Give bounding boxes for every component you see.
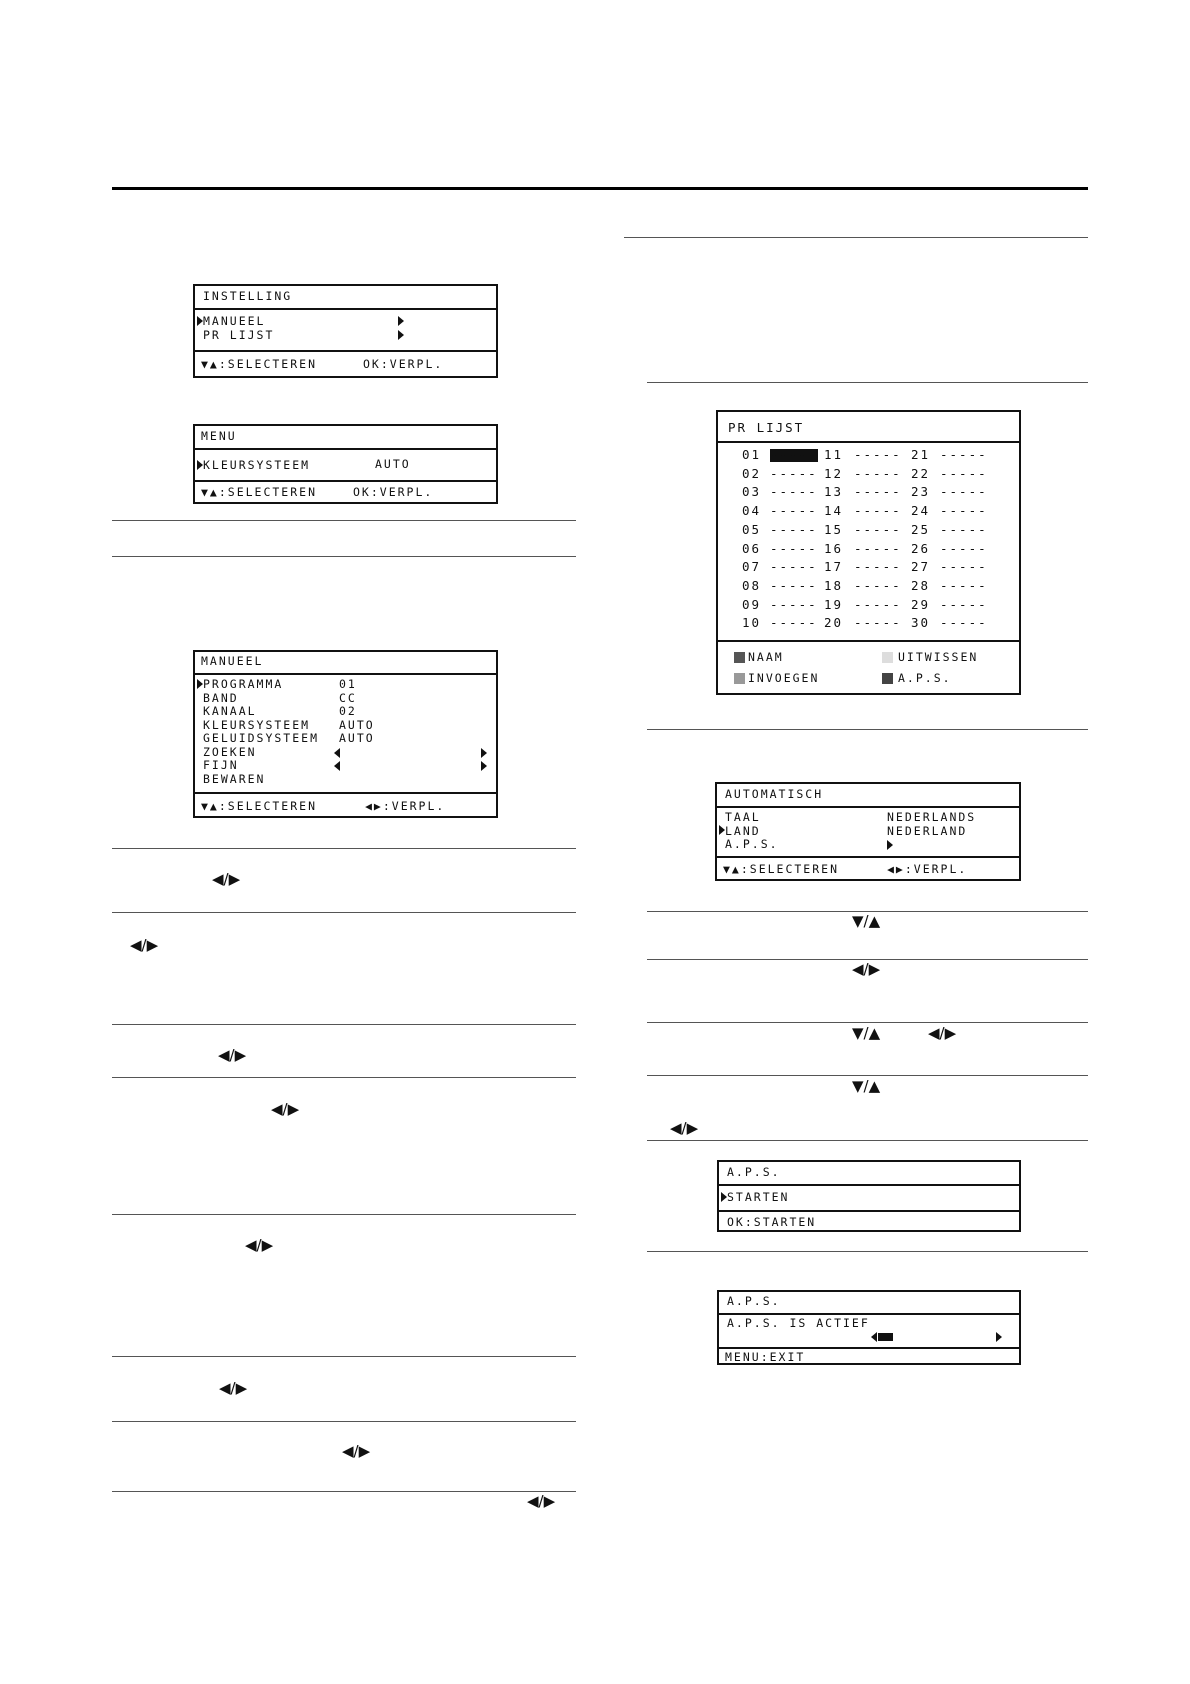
program-number[interactable]: 13 (824, 484, 844, 500)
program-name-slot[interactable]: ----- (940, 577, 988, 593)
program-number[interactable]: 03 (742, 484, 762, 500)
rule (112, 1356, 576, 1357)
left-right-arrows-icon: ◀/▶ (219, 1379, 248, 1397)
rule (112, 912, 576, 913)
manueel-row-bewaren[interactable]: BEWAREN (203, 771, 266, 786)
program-number[interactable]: 08 (742, 577, 762, 593)
automatisch-row-taal[interactable]: TAAL NEDERLANDS (725, 810, 977, 824)
legend-invoegen: INVOEGEN (748, 671, 820, 685)
left-right-arrows-icon: ◀/▶ (852, 960, 881, 978)
naam-color-key (734, 652, 745, 663)
down-up-arrows-icon: ▼/▲ (852, 1024, 881, 1042)
automatisch-row-aps[interactable]: A.P.S. (725, 839, 1015, 853)
rule (647, 1140, 1088, 1141)
program-number[interactable]: 16 (824, 540, 844, 556)
program-name-slot[interactable]: ----- (854, 503, 902, 519)
rule (647, 729, 1088, 730)
program-number[interactable]: 25 (911, 521, 931, 537)
legend-naam: NAAM (748, 650, 784, 664)
rule (647, 1075, 1088, 1076)
menu-title: A.P.S. (727, 1294, 781, 1308)
manueel-row-kanaal[interactable]: KANAAL 02 (203, 704, 357, 718)
footer-exit: MENU:EXIT (725, 1350, 806, 1364)
menu-item-manueel[interactable]: MANUEEL (203, 314, 266, 328)
legend-uitwissen: UITWISSEN (898, 650, 979, 664)
manueel-row-fijn[interactable]: FIJN (203, 760, 493, 774)
top-rule (112, 187, 1088, 190)
footer-ok: OK:STARTEN (727, 1215, 817, 1229)
program-number[interactable]: 14 (824, 503, 844, 519)
program-number[interactable]: 09 (742, 596, 762, 612)
menu-title: INSTELLING (203, 289, 293, 303)
left-right-arrows-icon: ◀/▶ (212, 870, 241, 888)
rule (112, 1214, 576, 1215)
program-name-slot[interactable]: ----- (940, 615, 988, 631)
program-number[interactable]: 20 (824, 615, 844, 631)
kleursysteem-value: AUTO (375, 457, 411, 471)
menu-title: AUTOMATISCH (725, 787, 824, 801)
program-number[interactable]: 06 (742, 540, 762, 556)
pr-lijst-menu (716, 410, 1021, 695)
program-name-slot[interactable]: ----- (770, 503, 818, 519)
left-right-arrows-icon: ◀/▶ (342, 1442, 371, 1460)
program-name-slot[interactable]: ----- (854, 521, 902, 537)
arrow-left-icon[interactable] (334, 761, 340, 771)
program-number[interactable]: 27 (911, 559, 931, 575)
arrow-left-icon (871, 1332, 877, 1342)
menu-title: MANUEEL (201, 654, 264, 668)
program-name-slot[interactable]: ----- (854, 540, 902, 556)
program-name-slot[interactable]: ----- (940, 521, 988, 537)
uitwissen-color-key (882, 652, 893, 663)
program-name-slot[interactable]: ----- (770, 596, 818, 612)
aps-color-key (882, 673, 893, 684)
arrow-right-icon[interactable] (398, 330, 404, 340)
manueel-row-band[interactable]: BAND CC (203, 690, 357, 705)
rule (624, 237, 1088, 238)
program-name-slot[interactable]: ----- (940, 447, 988, 462)
program-name-slot[interactable]: ----- (854, 577, 902, 593)
program-name-slot[interactable]: ----- (770, 521, 818, 537)
program-number[interactable]: 04 (742, 503, 762, 519)
menu-title: MENU (201, 429, 237, 443)
program-name-slot[interactable]: ----- (940, 596, 988, 612)
program-number[interactable]: 01 (742, 447, 762, 462)
program-number[interactable]: 07 (742, 559, 762, 575)
rule (112, 848, 576, 849)
manueel-menu (193, 650, 498, 818)
left-right-arrows-icon: ◀/▶ (271, 1100, 300, 1118)
rule (112, 556, 576, 557)
program-number[interactable]: 12 (824, 465, 844, 481)
program-name-slot[interactable]: ----- (940, 484, 988, 500)
footer-move: ◀▶:VERPL. (887, 862, 968, 876)
arrow-right-icon[interactable] (398, 316, 404, 326)
footer-select: ▼▲:SELECTEREN (201, 357, 318, 371)
left-right-arrows-icon: ◀/▶ (527, 1492, 556, 1510)
left-right-arrows-icon: ◀/▶ (218, 1046, 247, 1064)
legend-aps: A.P.S. (898, 671, 952, 685)
program-number[interactable]: 24 (911, 503, 931, 519)
program-name-slot[interactable]: ----- (854, 615, 902, 631)
left-right-arrows-icon: ◀/▶ (670, 1119, 699, 1137)
menu-title: A.P.S. (727, 1165, 781, 1179)
program-number[interactable]: 18 (824, 577, 844, 593)
rule (112, 1077, 576, 1078)
program-number[interactable]: 17 (824, 559, 844, 575)
program-number[interactable]: 15 (824, 521, 844, 537)
program-name-slot[interactable]: ----- (854, 559, 902, 575)
rule (112, 1491, 576, 1492)
program-name-slot[interactable]: ----- (854, 465, 902, 481)
program-number[interactable]: 30 (911, 615, 931, 631)
program-name-slot[interactable]: ----- (770, 540, 818, 556)
rule (112, 1421, 576, 1422)
rule (112, 1024, 576, 1025)
left-right-arrows-icon: ◀/▶ (245, 1236, 274, 1254)
menu-item-pr-lijst[interactable]: PR LIJST (203, 328, 275, 342)
left-right-arrows-icon: ◀/▶ (928, 1024, 957, 1042)
aps-start-menu (717, 1160, 1021, 1232)
footer-select: ▼▲:SELECTEREN (723, 862, 840, 876)
aps-status: A.P.S. IS ACTIEF (727, 1316, 870, 1330)
program-number[interactable]: 23 (911, 484, 931, 500)
down-up-arrows-icon: ▼/▲ (852, 1077, 881, 1095)
program-name-slot[interactable]: ----- (940, 540, 988, 556)
program-name-slot[interactable]: ----- (770, 577, 818, 593)
footer-move: ◀▶:VERPL. (365, 799, 446, 813)
instelling-menu (193, 284, 498, 378)
manueel-row-programma[interactable]: PROGRAMMA 01 (203, 677, 357, 691)
program-number[interactable]: 05 (742, 521, 762, 537)
program-number[interactable]: 29 (911, 596, 931, 612)
program-name-slot[interactable]: ----- (770, 484, 818, 500)
program-name-slot[interactable]: ----- (940, 503, 988, 519)
aps-progress-bar (878, 1333, 893, 1341)
program-name-slot[interactable]: ----- (770, 559, 818, 575)
program-name-slot[interactable]: ----- (940, 465, 988, 481)
arrow-right-icon (996, 1332, 1002, 1342)
program-name-slot[interactable]: ----- (770, 465, 818, 481)
rule (647, 1251, 1088, 1252)
program-grid (718, 441, 1019, 640)
left-right-arrows-icon: ◀/▶ (130, 936, 159, 954)
program-name-slot[interactable]: ----- (770, 615, 818, 631)
footer-ok: OK:VERPL. (363, 357, 444, 371)
program-number[interactable]: 22 (911, 465, 931, 481)
automatisch-menu (715, 782, 1021, 881)
aps-active-menu (717, 1290, 1021, 1365)
arrow-right-icon[interactable] (887, 840, 893, 850)
footer-ok: OK:VERPL. (353, 485, 434, 499)
program-name-slot[interactable]: ----- (854, 596, 902, 612)
program-name-slot[interactable]: ----- (854, 447, 902, 462)
program-number[interactable]: 02 (742, 465, 762, 481)
rule (647, 382, 1088, 383)
menu-title: PR LIJST (728, 420, 805, 435)
menu-item-kleursysteem[interactable]: KLEURSYSTEEM (203, 458, 311, 472)
kleur-menu (193, 424, 498, 504)
program-number[interactable]: 21 (911, 447, 931, 462)
arrow-left-icon[interactable] (334, 748, 340, 758)
program-name-slot[interactable]: ----- (854, 484, 902, 500)
rule (112, 520, 576, 521)
program-number[interactable]: 19 (824, 596, 844, 612)
automatisch-row-land[interactable]: LAND NEDERLAND (725, 823, 968, 838)
program-number[interactable]: 11 (824, 447, 844, 462)
program-number[interactable]: 28 (911, 577, 931, 593)
arrow-right-icon[interactable] (481, 761, 487, 771)
program-number[interactable]: 10 (742, 615, 762, 631)
invoegen-color-key (734, 673, 745, 684)
program-number[interactable]: 26 (911, 540, 931, 556)
down-up-arrows-icon: ▼/▲ (852, 912, 881, 930)
manueel-row-zoeken[interactable]: ZOEKEN (203, 747, 493, 761)
program-name-slot-selected[interactable]: ----- (770, 447, 818, 462)
menu-item-starten[interactable]: STARTEN (727, 1190, 790, 1204)
program-name-slot[interactable]: ----- (940, 559, 988, 575)
footer-select: ▼▲:SELECTEREN (201, 485, 318, 499)
manueel-row-kleursysteem[interactable]: KLEURSYSTEEM AUTO (203, 717, 375, 732)
manueel-row-geluidsysteem[interactable]: GELUIDSYSTEEM AUTO (203, 731, 375, 745)
footer-select: ▼▲:SELECTEREN (201, 799, 318, 813)
arrow-right-icon[interactable] (481, 748, 487, 758)
rule (647, 1022, 1088, 1023)
